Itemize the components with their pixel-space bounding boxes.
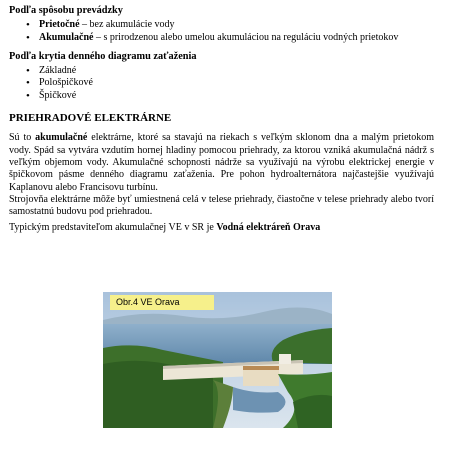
term-separator: – bbox=[93, 31, 104, 43]
text-run: Sú to bbox=[9, 132, 36, 144]
list-item bbox=[39, 19, 434, 31]
paragraph-intro bbox=[9, 132, 434, 193]
list-item bbox=[39, 32, 434, 44]
text-run: elektrárne, ktoré sa stavajú na riekach s veľkým sklonom dna a malým prietokom vody. Spád sa vytvára vzdutím hornej hladiny pomocou priehrady, za ktorou vzniká akumulačná nádrž s veľkým objemom vody. Akumulačné schopnosti nádrže sa využívajú na výrobu elektrickej energie v špičkovom pásme denného diagramu zaťaženia. Pre pohon hydroalternátora najčastejšie využívajú Kaplanovu alebo Francisovu turbínu. bbox=[9, 132, 434, 193]
term-description: s prirodzenou alebo umelou akumuláciou na reguláciu vodných prietokov bbox=[103, 31, 399, 43]
text-run: Typickým predstaviteľom akumulačnej VE v SR je bbox=[9, 222, 217, 234]
small-building bbox=[279, 354, 291, 364]
term-run-of-river: Prietočné bbox=[39, 19, 80, 31]
list-item: • Špičkové bbox=[39, 90, 434, 102]
operation-type-list bbox=[9, 19, 434, 44]
dam-photo-illustration bbox=[103, 292, 332, 428]
figure-caption: Obr.4 VE Orava bbox=[110, 295, 214, 310]
term-description: bez akumulácie vody bbox=[89, 19, 175, 31]
list-item: • Základné bbox=[39, 65, 434, 77]
list-item: • Pološpičkové bbox=[39, 77, 434, 89]
page-title: PRIEHRADOVÉ ELEKTRÁRNE bbox=[9, 112, 172, 125]
section-heading-operation: Podľa spôsobu prevádzky bbox=[9, 5, 123, 16]
load-type-list bbox=[9, 65, 434, 102]
term-storage: Akumulačné bbox=[39, 31, 94, 43]
paragraph-example bbox=[9, 222, 434, 234]
dam-photo bbox=[103, 292, 332, 428]
bold-term: akumulačné bbox=[35, 132, 88, 144]
section-heading-load-diagram: Podľa krytia denného diagramu zaťaženia bbox=[9, 50, 197, 62]
powerhouse-building bbox=[243, 368, 279, 386]
bold-plant-name: Vodná elektráreň Orava bbox=[216, 222, 321, 234]
paragraph-powerhouse: Strojovňa elektrárne môže byť umiestnená celá v telese priehrady, čiastočne v telese priehrady alebo tvorí samostatnú budovu pod priehradou. bbox=[9, 193, 434, 218]
term-separator: – bbox=[79, 19, 90, 31]
document-body bbox=[9, 5, 434, 235]
